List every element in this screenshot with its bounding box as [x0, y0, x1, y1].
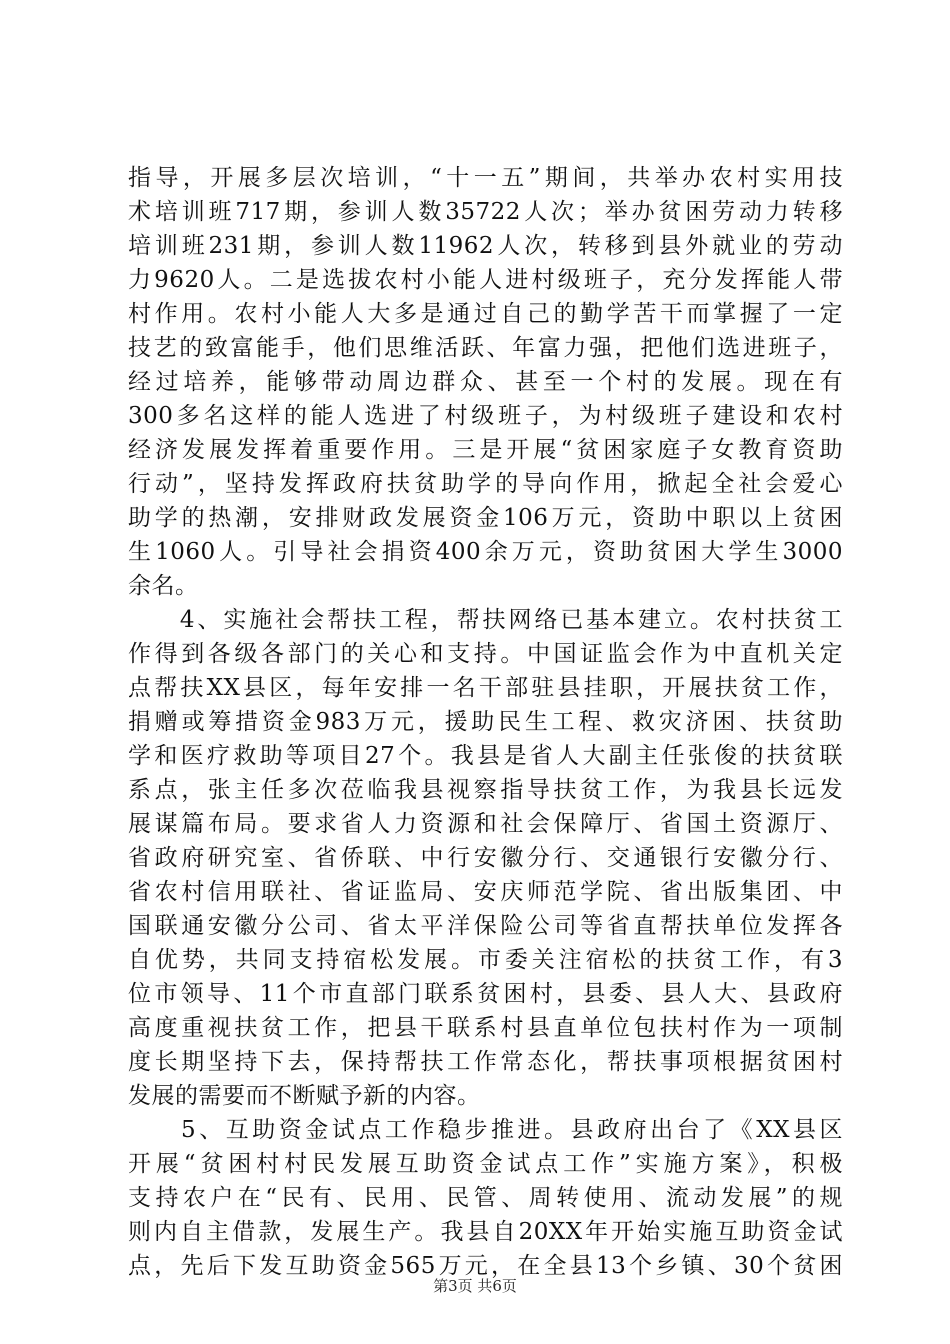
- text-line: 作得到各级各部门的关心和支持。中国证监会作为中直机关定: [128, 641, 843, 667]
- text-line: 300多名这样的能人选进了村级班子，为村级班子建设和农村: [128, 403, 843, 429]
- text-line: 力9620人。二是选拔农村小能人进村级班子，充分发挥能人带: [128, 267, 843, 293]
- text-line: 捐赠或筹措资金983万元，援助民生工程、救灾济困、扶贫助: [128, 709, 843, 735]
- text-line: 系点，张主任多次莅临我县视察指导扶贫工作，为我县长远发: [128, 777, 843, 803]
- text-line: 展谋篇布局。要求省人力资源和社会保障厅、省国土资源厅、: [128, 811, 843, 837]
- text-line: 省政府研究室、省侨联、中行安徽分行、交通银行安徽分行、: [128, 845, 843, 871]
- text-line: 学和医疗救助等项目27个。我县是省人大副主任张俊的扶贫联: [128, 743, 843, 769]
- text-line: 高度重视扶贫工作，把县干联系村县直单位包扶村作为一项制: [128, 1015, 843, 1041]
- text-line: 点帮扶XX县区，每年安排一名干部驻县挂职，开展扶贫工作，: [128, 675, 843, 701]
- text-line: 位市领导、11个市直部门联系贫困村，县委、县人大、县政府: [128, 981, 843, 1007]
- text-line: 则内自主借款，发展生产。我县自20XX年开始实施互助资金试: [128, 1219, 843, 1245]
- text-line: 省农村信用联社、省证监局、安庆师范学院、省出版集团、中: [128, 879, 843, 905]
- text-line: 经过培养，能够带动周边群众、甚至一个村的发展。现在有: [128, 369, 843, 395]
- page-footer: 第3页 共6页: [433, 1277, 517, 1295]
- text-line: 国联通安徽分公司、省太平洋保险公司等省直帮扶单位发挥各: [128, 913, 843, 939]
- text-line: 发展的需要而不断赋予新的内容。: [128, 1083, 481, 1109]
- text-line: 4、实施社会帮扶工程，帮扶网络已基本建立。农村扶贫工: [128, 607, 843, 633]
- text-line: 开展“贫困村村民发展互助资金试点工作”实施方案》，积极: [128, 1151, 843, 1177]
- text-line: 生1060人。引导社会捐资400余万元，资助贫困大学生3000: [128, 539, 843, 565]
- document-body: [128, 161, 843, 1283]
- text-line: 技艺的致富能手，他们思维活跃、年富力强，把他们选进班子，: [128, 335, 843, 361]
- text-line: 术培训班717期，参训人数35722人次；举办贫困劳动力转移: [128, 199, 843, 225]
- text-line: 行动”，坚持发挥政府扶贫助学的导向作用，掀起全社会爱心: [128, 471, 843, 497]
- text-line: 支持农户在“民有、民用、民管、周转使用、流动发展”的规: [128, 1185, 843, 1211]
- text-line: 余名。: [128, 573, 199, 599]
- text-line: 助学的热潮，安排财政发展资金106万元，资助中职以上贫困: [128, 505, 843, 531]
- text-line: 培训班231期，参训人数11962人次，转移到县外就业的劳动: [128, 233, 843, 259]
- text-line: 自优势，共同支持宿松发展。市委关注宿松的扶贫工作，有3: [128, 947, 843, 973]
- text-line: 指导，开展多层次培训，“十一五”期间，共举办农村实用技: [128, 165, 843, 191]
- text-line: 点，先后下发互助资金565万元，在全县13个乡镇、30个贫困: [128, 1253, 843, 1279]
- text-line: 5、互助资金试点工作稳步推进。县政府出台了《XX县区: [128, 1117, 843, 1143]
- text-line: 经济发展发挥着重要作用。三是开展“贫困家庭子女教育资助: [128, 437, 843, 463]
- text-line: 度长期坚持下去，保持帮扶工作常态化，帮扶事项根据贫困村: [128, 1049, 843, 1075]
- text-line: 村作用。农村小能人大多是通过自己的勤学苦干而掌握了一定: [128, 301, 843, 327]
